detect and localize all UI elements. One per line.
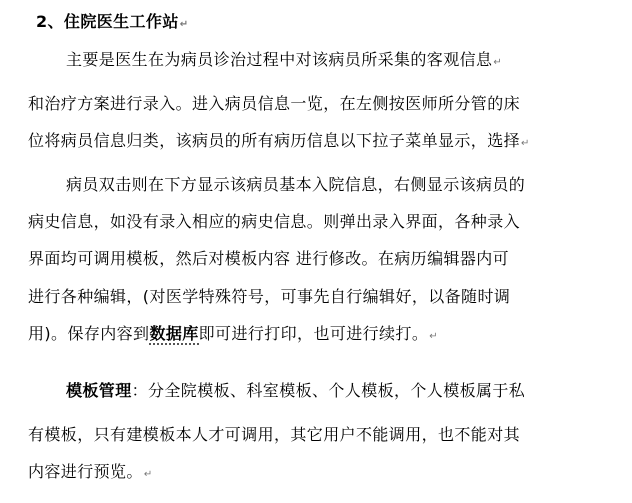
body-line bbox=[66, 50, 502, 73]
body-line bbox=[66, 175, 525, 195]
line-text: 和治疗方案进行录入。进入病员信息一览，在左侧按医师所分管的床 bbox=[28, 94, 521, 113]
line-text: 内容进行预览。 bbox=[28, 462, 143, 481]
line-text: 主要是医生在为病员诊治过程中对该病员所采集的客观信息 bbox=[66, 50, 493, 69]
body-line bbox=[28, 324, 438, 347]
body-line bbox=[28, 94, 520, 114]
heading-text: 2、住院医生工作站 bbox=[36, 12, 179, 31]
line-text: 病史信息，如没有录入相应的病史信息。则弹出录入界面，各种录入 bbox=[28, 212, 521, 231]
body-line bbox=[28, 425, 520, 445]
paragraph-mark: ↵ bbox=[143, 469, 153, 480]
body-line bbox=[28, 249, 509, 269]
line-text: 进行各种编辑，(对医学特殊符号，可事先自行编辑好，以备随时调 bbox=[28, 287, 511, 306]
line-text: 即可进行打印，也可进行续打。 bbox=[198, 324, 429, 343]
line-text: 病员双击则在下方显示该病员基本入院信息，右侧显示该病员的 bbox=[66, 175, 526, 194]
line-text: ：分全院模板、科室模板、个人模板，个人模板属于私 bbox=[131, 381, 526, 400]
body-line bbox=[28, 287, 510, 307]
body-line bbox=[66, 381, 525, 401]
body-line bbox=[28, 212, 520, 232]
body-line bbox=[28, 462, 153, 485]
line-text: 用)。保存内容到 bbox=[28, 324, 150, 343]
template-management-label: 模板管理 bbox=[66, 381, 132, 400]
section-heading bbox=[36, 12, 189, 35]
paragraph-mark: ↵ bbox=[493, 57, 503, 68]
line-text: 位将病员信息归类，该病员的所有病历信息以下拉子菜单显示，选择 bbox=[28, 131, 521, 150]
paragraph-mark: ↵ bbox=[179, 19, 189, 30]
paragraph-mark: ↵ bbox=[521, 138, 530, 149]
body-line bbox=[28, 131, 530, 154]
line-text: 界面均可调用模板，然后对模板内容 进行修改。在病历编辑器内可 bbox=[28, 249, 510, 268]
database-keyword: 数据库 bbox=[149, 324, 199, 343]
paragraph-mark: ↵ bbox=[429, 331, 439, 342]
line-text: 有模板，只有建模板本人才可调用，其它用户不能调用，也不能对其 bbox=[28, 425, 521, 444]
